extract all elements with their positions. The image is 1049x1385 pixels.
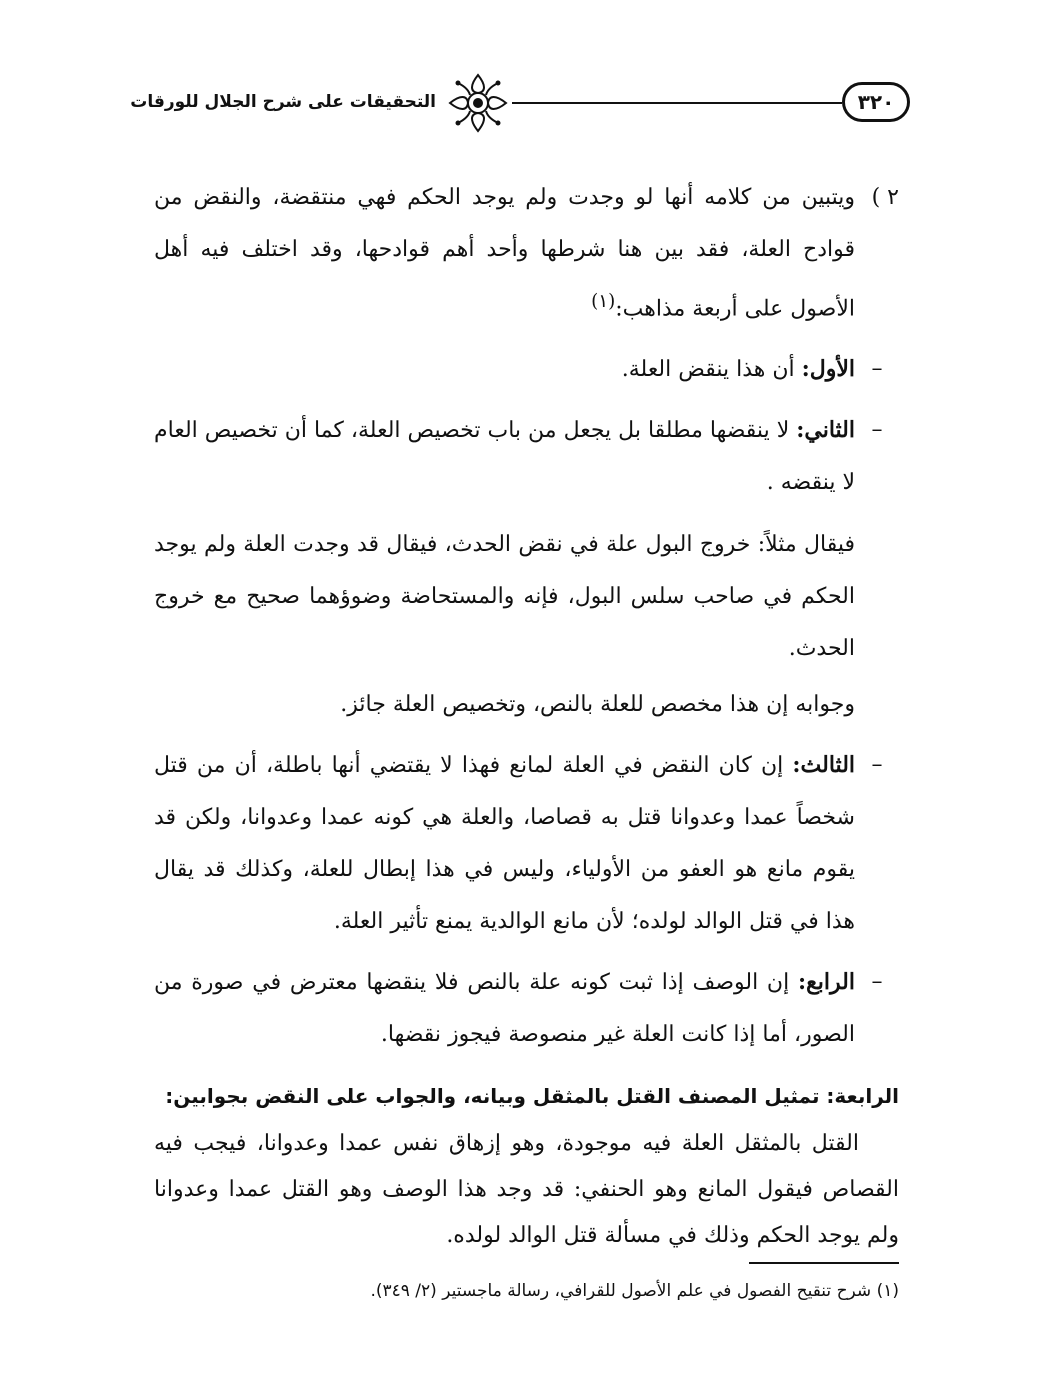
- dash-marker: –: [871, 752, 883, 778]
- header-rule: [512, 102, 842, 104]
- ornament-icon: [444, 72, 512, 134]
- section-heading: الرابعة: تمثيل المصنف القتل بالمثقل وبيانه، والجواب على النقض بجوابين:: [165, 1084, 899, 1109]
- answer-paragraph: وجوابه إن هذا مخصص للعلة بالنص، وتخصيص العلة جائز.: [340, 692, 855, 718]
- list-item-lead: الثالث:: [792, 752, 856, 779]
- section-paragraph: القتل بالمثقل العلة فيه موجودة، وهو إزهاق نفس عمدا وعدوانا، فيجب فيه القصاص فيقول المانع وهو الحنفي: قد وجد هذا الوصف وهو القتل عمدا وعدوانا ولم يوجد الحكم وذلك في مسألة قتل الوالد لولده.: [154, 1131, 899, 1249]
- list-item-text: أن هذا ينقض العلة.: [621, 357, 795, 383]
- intro-text: [154, 172, 855, 335]
- list-item: [154, 404, 899, 509]
- intro-paragraph: [154, 172, 899, 335]
- list-item-lead: الثاني:: [796, 417, 855, 444]
- list-item-lead: الأول:: [801, 356, 855, 383]
- list-item-lead: الرابع:: [797, 969, 855, 996]
- example-paragraph: فيقال مثلاً: خروج البول علة في نقض الحدث، فيقال قد وجدت العلة ولم يوجد الحكم في صاحب سلس البول، فإنه والمستحاضة وضوؤهما صحيح مع خروج الحدث.: [154, 532, 855, 662]
- list-item-body: [154, 739, 855, 948]
- page-header: [130, 70, 910, 140]
- list-item-text: لا ينقضها مطلقا بل يجعل من باب تخصيص العلة، كما أن تخصيص العام لا ينقضه .: [154, 418, 855, 496]
- intro-body: ويتبين من كلامه أنها لو وجدت ولم يوجد الحكم فهي منتقضة، والنقض من قوادح العلة، فقد بين هنا شرطها وأحد أهم قوادحها، وقد اختلف فيه أهل الأصول على أربعة مذاهب:: [154, 185, 855, 322]
- list-item-body: [154, 404, 855, 509]
- list-item: [154, 739, 899, 948]
- dash-marker: –: [871, 356, 883, 382]
- list-item-body: [154, 343, 855, 396]
- list-item-body: [154, 956, 855, 1061]
- list-item: [154, 956, 899, 1061]
- list-item-text: إن الوصف إذا ثبت كونه علة بالنص فلا ينقضها معترض في صورة من الصور، أما إذا كانت العلة غير منصوصة فيجوز نقضها.: [154, 970, 855, 1048]
- item-number: ٢ ): [871, 185, 899, 210]
- page-number: [842, 82, 910, 122]
- list-item: [154, 343, 899, 396]
- list-item-text: إن كان النقض في العلة لمانع فهذا لا يقتضي أنها باطلة، أن من قتل شخصاً عمدا وعدوانا قتل به قصاصا، والعلة هي كونه عمدا وعدوانا، ولكن قد يقوم مانع هو العفو من الأولياء، وليس في هذا إبطال للعلة، وكذلك قد يقال هذا في قتل الوالد لولده؛ لأن مانع الوالدية يمنع تأثير العلة.: [154, 753, 855, 935]
- footnote: (١) شرح تنقيح الفصول في علم الأصول للقرافي، رسالة ماجستير (٢/ ٣٤٩).: [370, 1281, 899, 1301]
- page-number-text: ٣٢٠: [857, 90, 895, 114]
- footnote-divider: [749, 1262, 899, 1264]
- running-title: التحقيقات على شرح الجلال للورقات: [130, 92, 436, 112]
- dash-marker: –: [871, 417, 883, 443]
- footnote-ref: (١): [591, 291, 616, 312]
- dash-marker: –: [871, 969, 883, 995]
- main-text: [154, 172, 899, 1259]
